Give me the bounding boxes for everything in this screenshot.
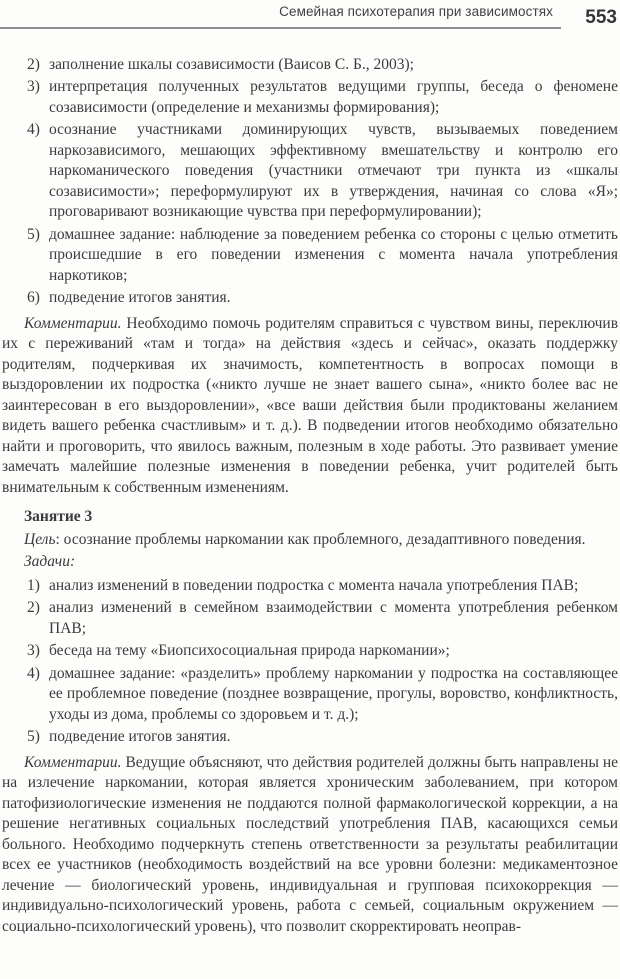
session2-task-list	[2, 55, 618, 309]
comments-text: Необходимо помочь родителям справиться с чувством вины, переключив их с переживаний «там и тогда» на действия «здесь и сейчас», оказать поддержку родителям, подчеркивая их значимость, компетентность в вопросах помощи в выздоровлении их подростка («никто лучше не знает вашего сына», «никто более вас не заинтересован в его выздоровлении», «все ваши действия были продиктованы желанием видеть вашего ребенка счастливым» и т. д.). В подведении итогов необходимо обязательно найти и проговорить, что явилось важным, полезным в ходе работы. Это развивает умение замечать малейшие полезные изменения в поведении ребенка, учит родителей быть внимательным к собственным изменениям.	[2, 314, 619, 496]
comments-text: Ведущие объясняют, что действия родителей должны быть направлены не на излечение наркомании, которая является хроническим заболеванием, при котором патофизиологические изменения не поддаются полной фармакологической коррекции, а на решение негативных социальных последствий употребления ПАВ, касающихся семьи больного. Необходимо подчеркнуть степень ответственности за результаты реабилитации всех ее участников (необходимость воздействий на все уровни болезни: медикаментозное лечение — биологический уровень, индивидуальная и групповая психокоррекция — индивидуально-психологический уровень, работа с семьей, социальным окружением — социально-психологический уровень), что позволит скорректировать неоправ-	[2, 753, 619, 935]
list-item	[2, 120, 618, 223]
comments-lead: Комментарии.	[24, 314, 122, 332]
tasks-label: Задачи:	[24, 553, 76, 570]
list-item	[2, 288, 618, 309]
list-item-number: 4)	[27, 664, 40, 682]
list-item-text: анализ изменений в семейном взаимодействии с момента употребления ребенком ПАВ;	[49, 599, 618, 637]
goal-text: : осознание проблемы наркомании как проблемного, дезадаптивного поведения.	[55, 530, 586, 548]
page-number: 553	[585, 6, 617, 28]
list-item-number: 6)	[27, 289, 40, 306]
running-header	[0, 0, 620, 29]
list-item-text: подведение итогов занятия.	[49, 728, 231, 745]
list-item-number: 5)	[27, 225, 40, 243]
section-heading-session3: Занятие 3	[24, 508, 93, 525]
list-item-text: анализ изменений в поведении подростка с момента начала употребления ПАВ;	[49, 576, 579, 594]
list-item-text: осознание участниками доминирующих чувств, вызываемых поведением наркозависимого, мешающих эффективному вмешательству и контролю его наркоманического поведения (участники отмечают три пункта из «шкалы созависимости»; переформулируют их в утверждения, начиная со слова «Я»; проговаривают возникающие чувства при переформулировании);	[49, 121, 618, 220]
list-item	[2, 664, 618, 726]
list-item-number: 3)	[27, 78, 40, 95]
list-item-number: 4)	[27, 121, 40, 138]
comments-paragraph-session2	[2, 314, 618, 499]
list-item-text: домашнее задание: наблюдение за поведением ребенка со стороны с целью отметить происшедшие в его поведении изменения с момента начала употребления наркотиков;	[49, 225, 618, 284]
list-item	[2, 598, 618, 639]
list-item-text: заполнение шкалы созависимости (Ваисов С. Б., 2003);	[49, 55, 414, 73]
list-item-number: 2)	[27, 55, 40, 73]
comments-lead: Комментарии.	[24, 753, 122, 771]
list-item	[2, 641, 618, 662]
list-item-number: 1)	[27, 576, 40, 594]
list-item	[2, 77, 618, 118]
list-item	[2, 225, 618, 287]
list-item	[2, 576, 618, 597]
list-item-text: интерпретация полученных результатов ведущими группы, беседа о феномене созависимости (определение и механизмы формирования);	[49, 78, 618, 116]
comments-paragraph-session3	[2, 753, 618, 938]
page-content	[0, 29, 620, 938]
list-item-number: 2)	[27, 599, 40, 616]
goal-paragraph	[2, 530, 618, 551]
running-title: Семейная психотерапия при зависимостях	[0, 2, 561, 29]
goal-label: Цель	[24, 530, 56, 548]
list-item-text: подведение итогов занятия.	[49, 289, 231, 306]
list-item-number: 5)	[27, 728, 40, 745]
list-item	[2, 55, 618, 76]
list-item-text: домашнее задание: «разделить» проблему наркомании у подростка на составляющее ее проблемное поведение (позднее возвращение, прогулы, воровство, конфликтность, уходы из дома, проблемы со здоровьем и т. д.);	[49, 664, 618, 723]
list-item-number: 3)	[27, 642, 40, 659]
list-item-text: беседа на тему «Биопсихосоциальная природа наркомании»;	[49, 642, 450, 659]
session3-task-list	[2, 576, 618, 748]
list-item	[2, 727, 618, 748]
